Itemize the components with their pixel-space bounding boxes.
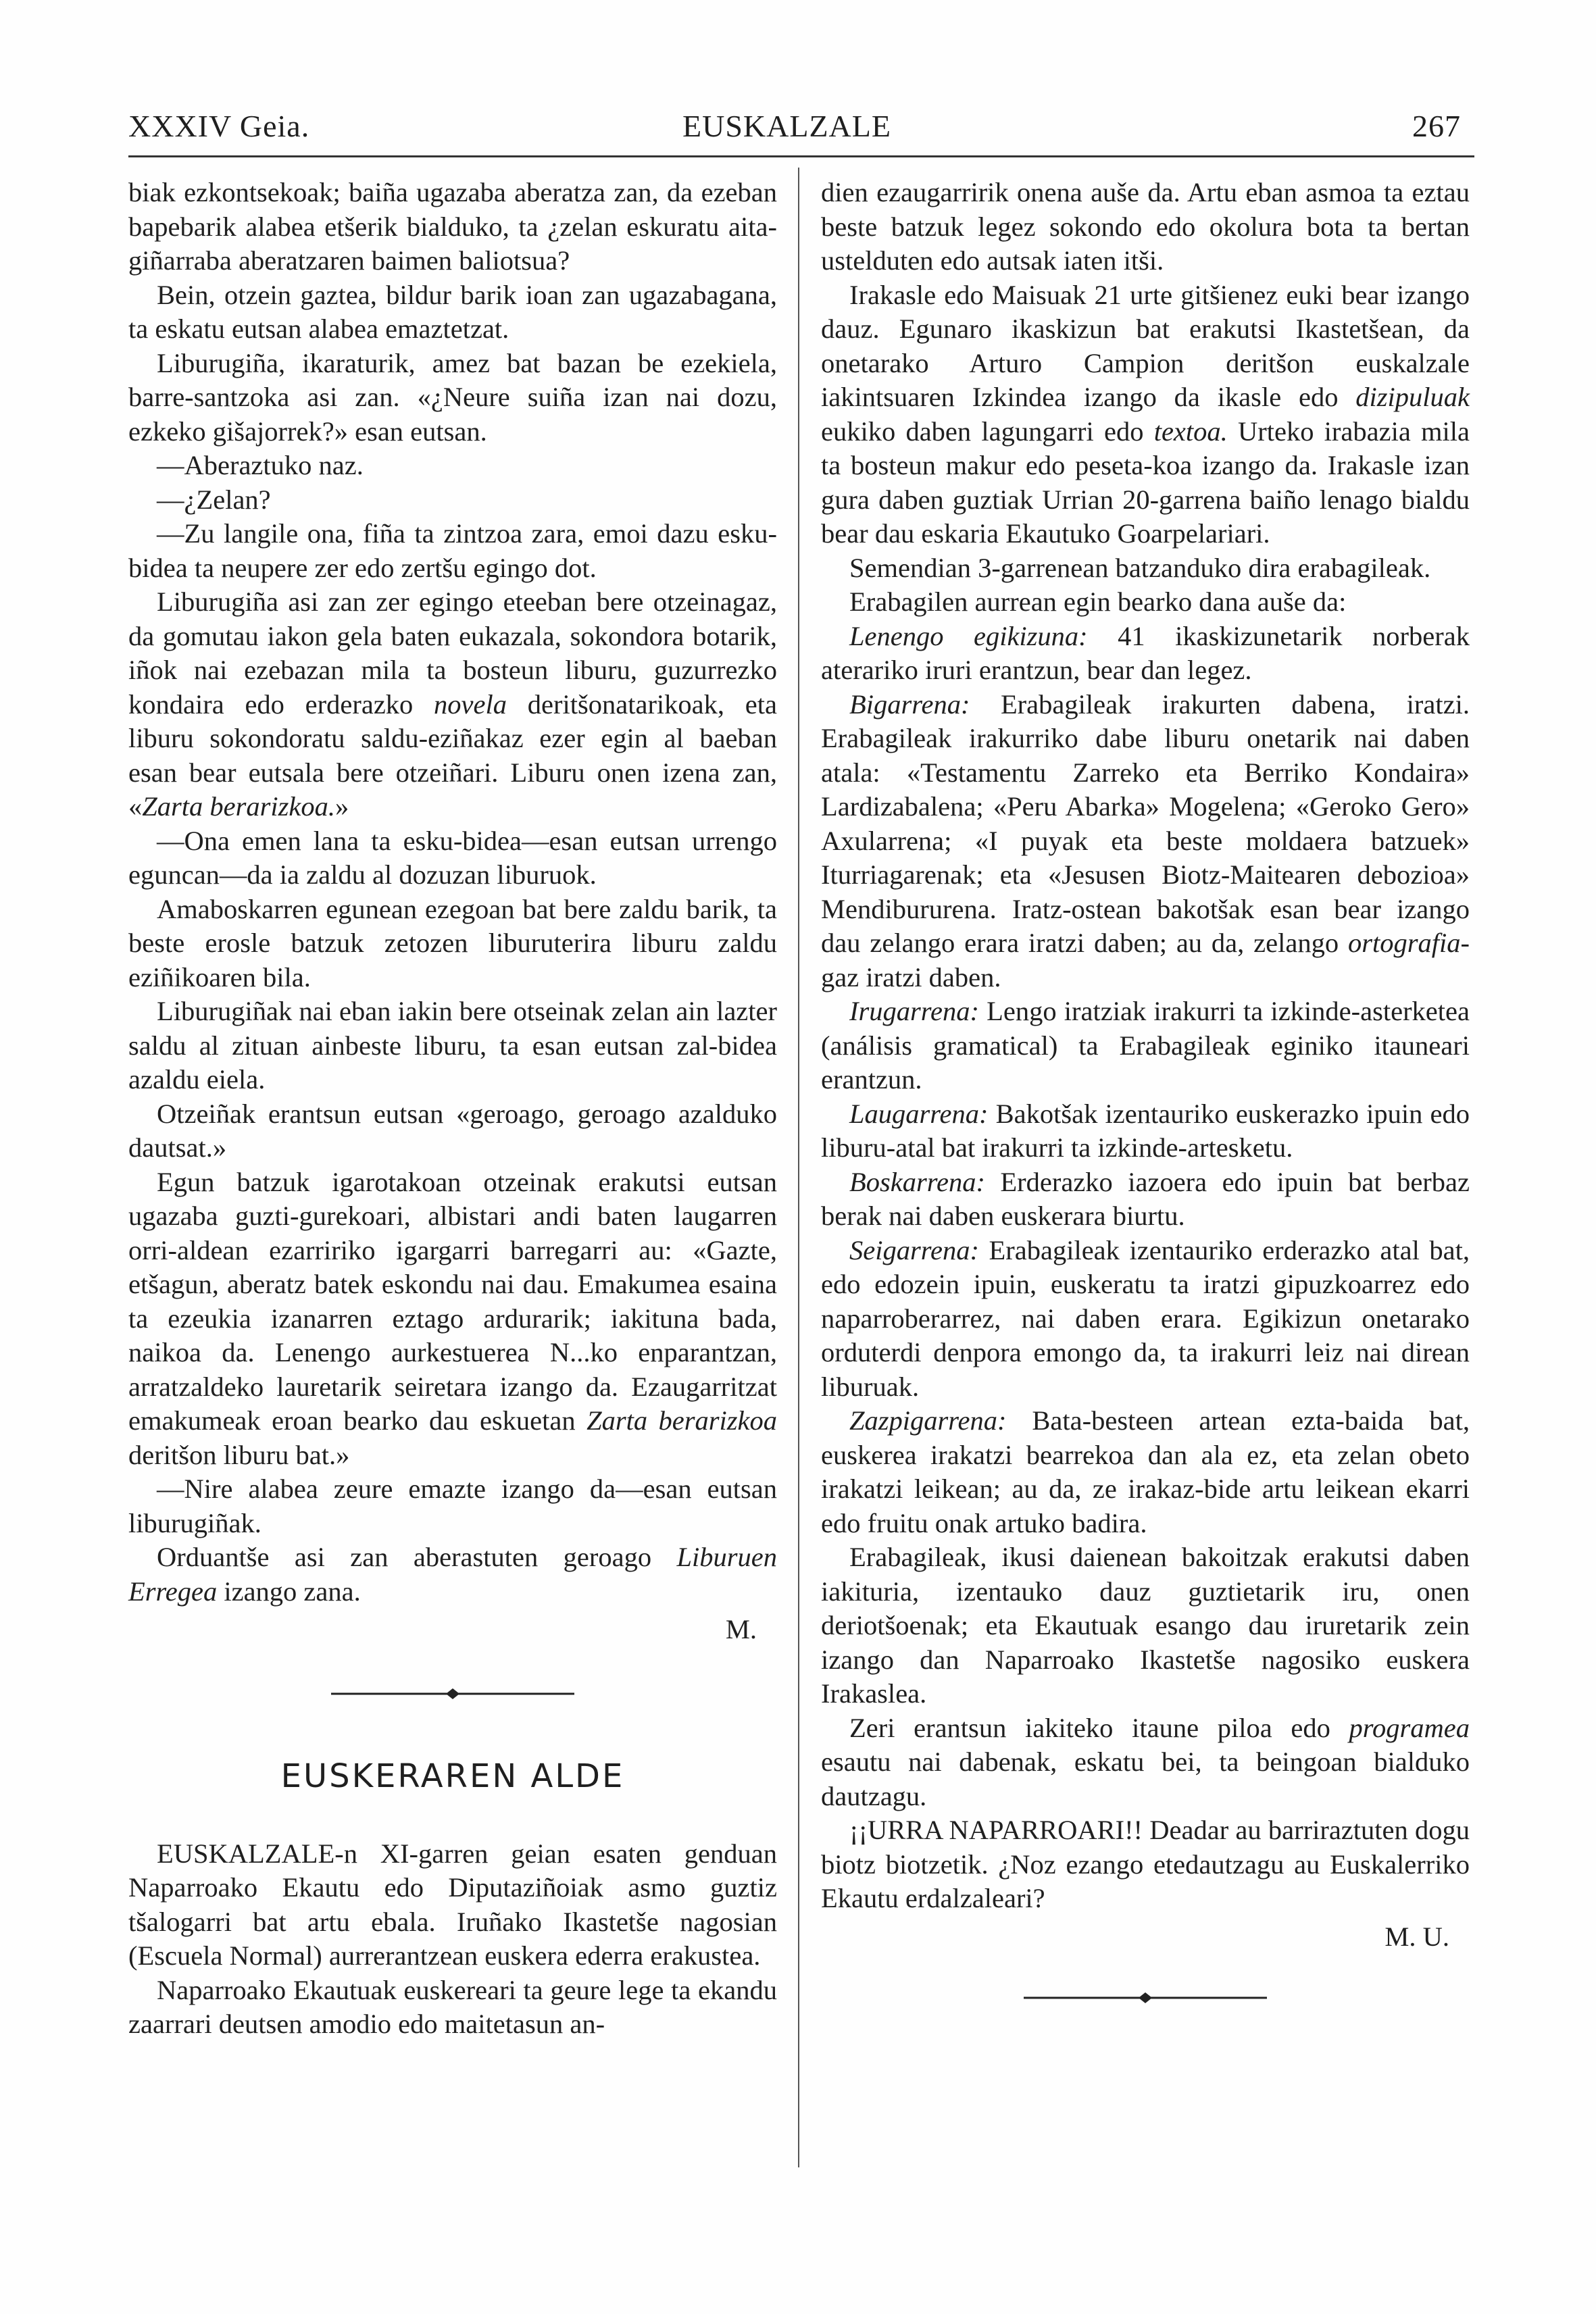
- page-number: 267: [1412, 109, 1461, 143]
- paragraph: Liburugiña, ikaraturik, amez bat bazan be ezekiela, barre-santzoka asi zan. «¿Neure suiña izan nai dozu, ezkeko gišajorrek?» esan eutsan.: [128, 347, 777, 447]
- paragraph: Bigarrena: Erabagileak irakurten dabena, iratzi. Erabagileak irakurriko dabe liburu onetarik nai daben atala: «Testamentu Zarreko eta Berriko Kondaira» Lardizabalena; «Peru Abarka» Mogelena; «Geroko Gero» Axularrena; «I puyak eta beste moldaera batzuek» Iturriagarenak; eta «Jesusen Biotz-Maitearen debozioa» Mendibururena. Iratz-ostean bakotšak esan bear izango dau zelango erara iratzi daben; au da, zelango ortografia-gaz iratzi daben.: [821, 688, 1470, 992]
- paragraph: Irakasle edo Maisuak 21 urte gitšienez euki bear izango dauz. Egunaro ikaskizun bat erakutsi Ikastetšean, da onetarako Arturo Campion deritšon euskalzale iakintsuaren Izkindea izango da ikasle edo dizipuluak eukiko daben lagungarri edo textoa. Urteko irabazia mila ta bosteun makur edo peseta-koa izango da. Irakasle izan gura daben guztiak Urrian 20-garrena baiño lenago bialdu bear dau eskaria Ekautuko Goarpelariari.: [821, 279, 1470, 549]
- paragraph: ¡¡URRA NAPARROARI!! Deadar au barriraztuten dogu biotz biotzetik. ¿Noz ezango etedautzagu au Euskalerriko Ekautu erdalzaleari?: [821, 1815, 1470, 1913]
- right-column: [821, 176, 1470, 2064]
- left-column: [128, 176, 777, 2042]
- signature: M.: [725, 1614, 757, 1644]
- header-rule: [128, 155, 1474, 157]
- paragraph: —¿Zelan?: [157, 484, 271, 515]
- section-title: EUSKERAREN ALDE: [280, 1757, 625, 1795]
- paragraph: Lenengo egikizuna: 41 ikaskizunetarik norberak aterariko iruri erantzun, bear dan legez.: [821, 620, 1470, 685]
- paragraph: —Zu langile ona, fiña ta zintzoa zara, emoi dazu esku-bidea ta neupere zer edo zertšu egingo dot.: [128, 518, 777, 583]
- ornament-divider: [128, 1677, 777, 1711]
- paragraph: Seigarrena: Erabagileak izentauriko erderazko atal bat, edo edozein ipuin, euskeratu ta iratzi gipuzkoarrez edo naparroberarrez, nai daben erara. Egikizun onetarako orduterdi denpora emongo da, ta irakurri leiz nai direan liburuak.: [821, 1234, 1470, 1402]
- paragraph: Zazpigarrena: Bata-besteen artean ezta-baida bat, euskerea irakatzi bearrekoa dan ala ez, eta zelan obeto irakatzi leikean; au da, ze irakaz-bide artu leikean ekarri edo fruitu onak artuko badira.: [821, 1405, 1470, 1538]
- paragraph: Egun batzuk igarotakoan otzeinak erakutsi eutsan ugazaba guzti-gurekoari, albistari andi baten laugarren orri-aldean ezarririko igargarri barregarri au: «Gazte, etšagun, aberatz batek eskondu nai dau. Emakumea esaina ta ezeukia izanarren eztago ardurarik; iakituna bada, naikoa da. Lenengo aurkestuerea N...ko enparantzan, arratzaldeko lauretarik seiretara izango da. Ezaugarritzat emakumeak eroan bearko dau eskuetan Zarta berarizkoa deritšon liburu bat.»: [128, 1166, 778, 1470]
- paragraph: Boskarrena: Erderazko iazoera edo ipuin bat berbaz berak nai daben euskerara biurtu.: [821, 1166, 1470, 1231]
- paragraph: EUSKALZALE-n XI-garren geian esaten genduan Naparroako Ekautu edo Diputaziñoiak asmo guztiz tšalogarri bat artu ebala. Iruñako Ikastetše nagosian (Escuela Normal) aurrerantzean euskera ederra erakustea.: [128, 1838, 777, 1971]
- paragraph: Otzeiñak erantsun eutsan «geroago, geroago azalduko dautsat.»: [128, 1098, 777, 1163]
- paragraph: Bein, otzein gaztea, bildur barik ioan zan ugazabagana, ta eskatu eutsan alabea emaztetzat.: [128, 279, 777, 344]
- paragraph: dien ezaugarririk onena auše da. Artu eban asmoa ta eztau beste batzuk legez sokondo edo okolura bota ta bertan ustelduten edo autsak iaten itši.: [821, 177, 1470, 276]
- paragraph: Amaboskarren egunean ezegoan bat bere zaldu barik, ta beste erosle batzuk zetozen liburuterira liburu zaldu eziñikoaren bila.: [128, 893, 777, 992]
- paragraph: Naparroako Ekautuak euskereari ta geure lege ta ekandu zaarrari deutsen amodio edo maitetasun an-: [128, 1974, 777, 2039]
- column-divider: [798, 168, 799, 2167]
- ornament-divider: [821, 1981, 1470, 2015]
- signature: M. U.: [1385, 1921, 1449, 1952]
- paragraph: biak ezkontsekoak; baiña ugazaba aberatza zan, da ezeban bapebarik alabea etšerik bialduko, ta ¿zelan eskuratu aita-giñarraba aberatzaren baimen baliotsua?: [128, 177, 777, 276]
- paragraph: Zeri erantsun iakiteko itaune piloa edo programea esautu nai dabenak, eskatu bei, ta beingoan bialduko dautzagu.: [821, 1712, 1470, 1811]
- paragraph: Laugarrena: Bakotšak izentauriko euskerazko ipuin edo liburu-atal bat irakurri ta izkinde-artesketu.: [821, 1098, 1470, 1163]
- paragraph: —Aberaztuko naz.: [157, 450, 364, 480]
- paragraph: Irugarrena: Lengo iratziak irakurri ta izkinde-asterketea (análisis gramatical) ta Erabagileak eginiko itauneari erantzun.: [821, 996, 1470, 1095]
- paragraph: Orduantše asi zan aberastuten geroago Liburuen Erregea izango zana.: [128, 1542, 777, 1607]
- paragraph: Liburugiñak nai eban iakin bere otseinak zelan ain lazter saldu al zituan ainbeste liburu, ta esan eutsan zal-bidea azaldu eiela.: [128, 996, 777, 1095]
- paragraph: —Nire alabea zeure emazte izango da—esan eutsan liburugiñak.: [128, 1474, 777, 1538]
- paragraph: Erabagileak, ikusi daienean bakoitzak erakutsi daben iakituria, izentauko dauz guztietarik iru, onen deriotšoenak; eta Ekautuak esango dau iruretarik zein izango dan Naparroako Ikastetše nagosiko euskera Irakaslea.: [821, 1542, 1470, 1709]
- paragraph: —Ona emen lana ta esku-bidea—esan eutsan urrengo eguncan—da ia zaldu al dozuzan liburuok.: [128, 825, 777, 890]
- paragraph: Erabagilen aurrean egin bearko dana auše da:: [849, 586, 1347, 617]
- issue-number: XXXIV Geia.: [128, 109, 310, 143]
- paragraph: Semendian 3-garrenean batzanduko dira erabagileak.: [849, 552, 1431, 583]
- paragraph: Liburugiña asi zan zer egingo eteeban bere otzeinagaz, da gomutau iakon gela baten eukazala, sokondora botarik, iñok nai ezebazan mila ta bosteun liburu, guzurrezko kondaira edo erderazko novela deritšonatarikoak, eta liburu sokondoratu saldu-eziñakaz ezer egin al baeban esan bear eutsala bere otzeiñari. Liburu onen izena zan, «Zarta berarizkoa.»: [128, 586, 777, 822]
- journal-title: EUSKALZALE: [682, 109, 891, 143]
